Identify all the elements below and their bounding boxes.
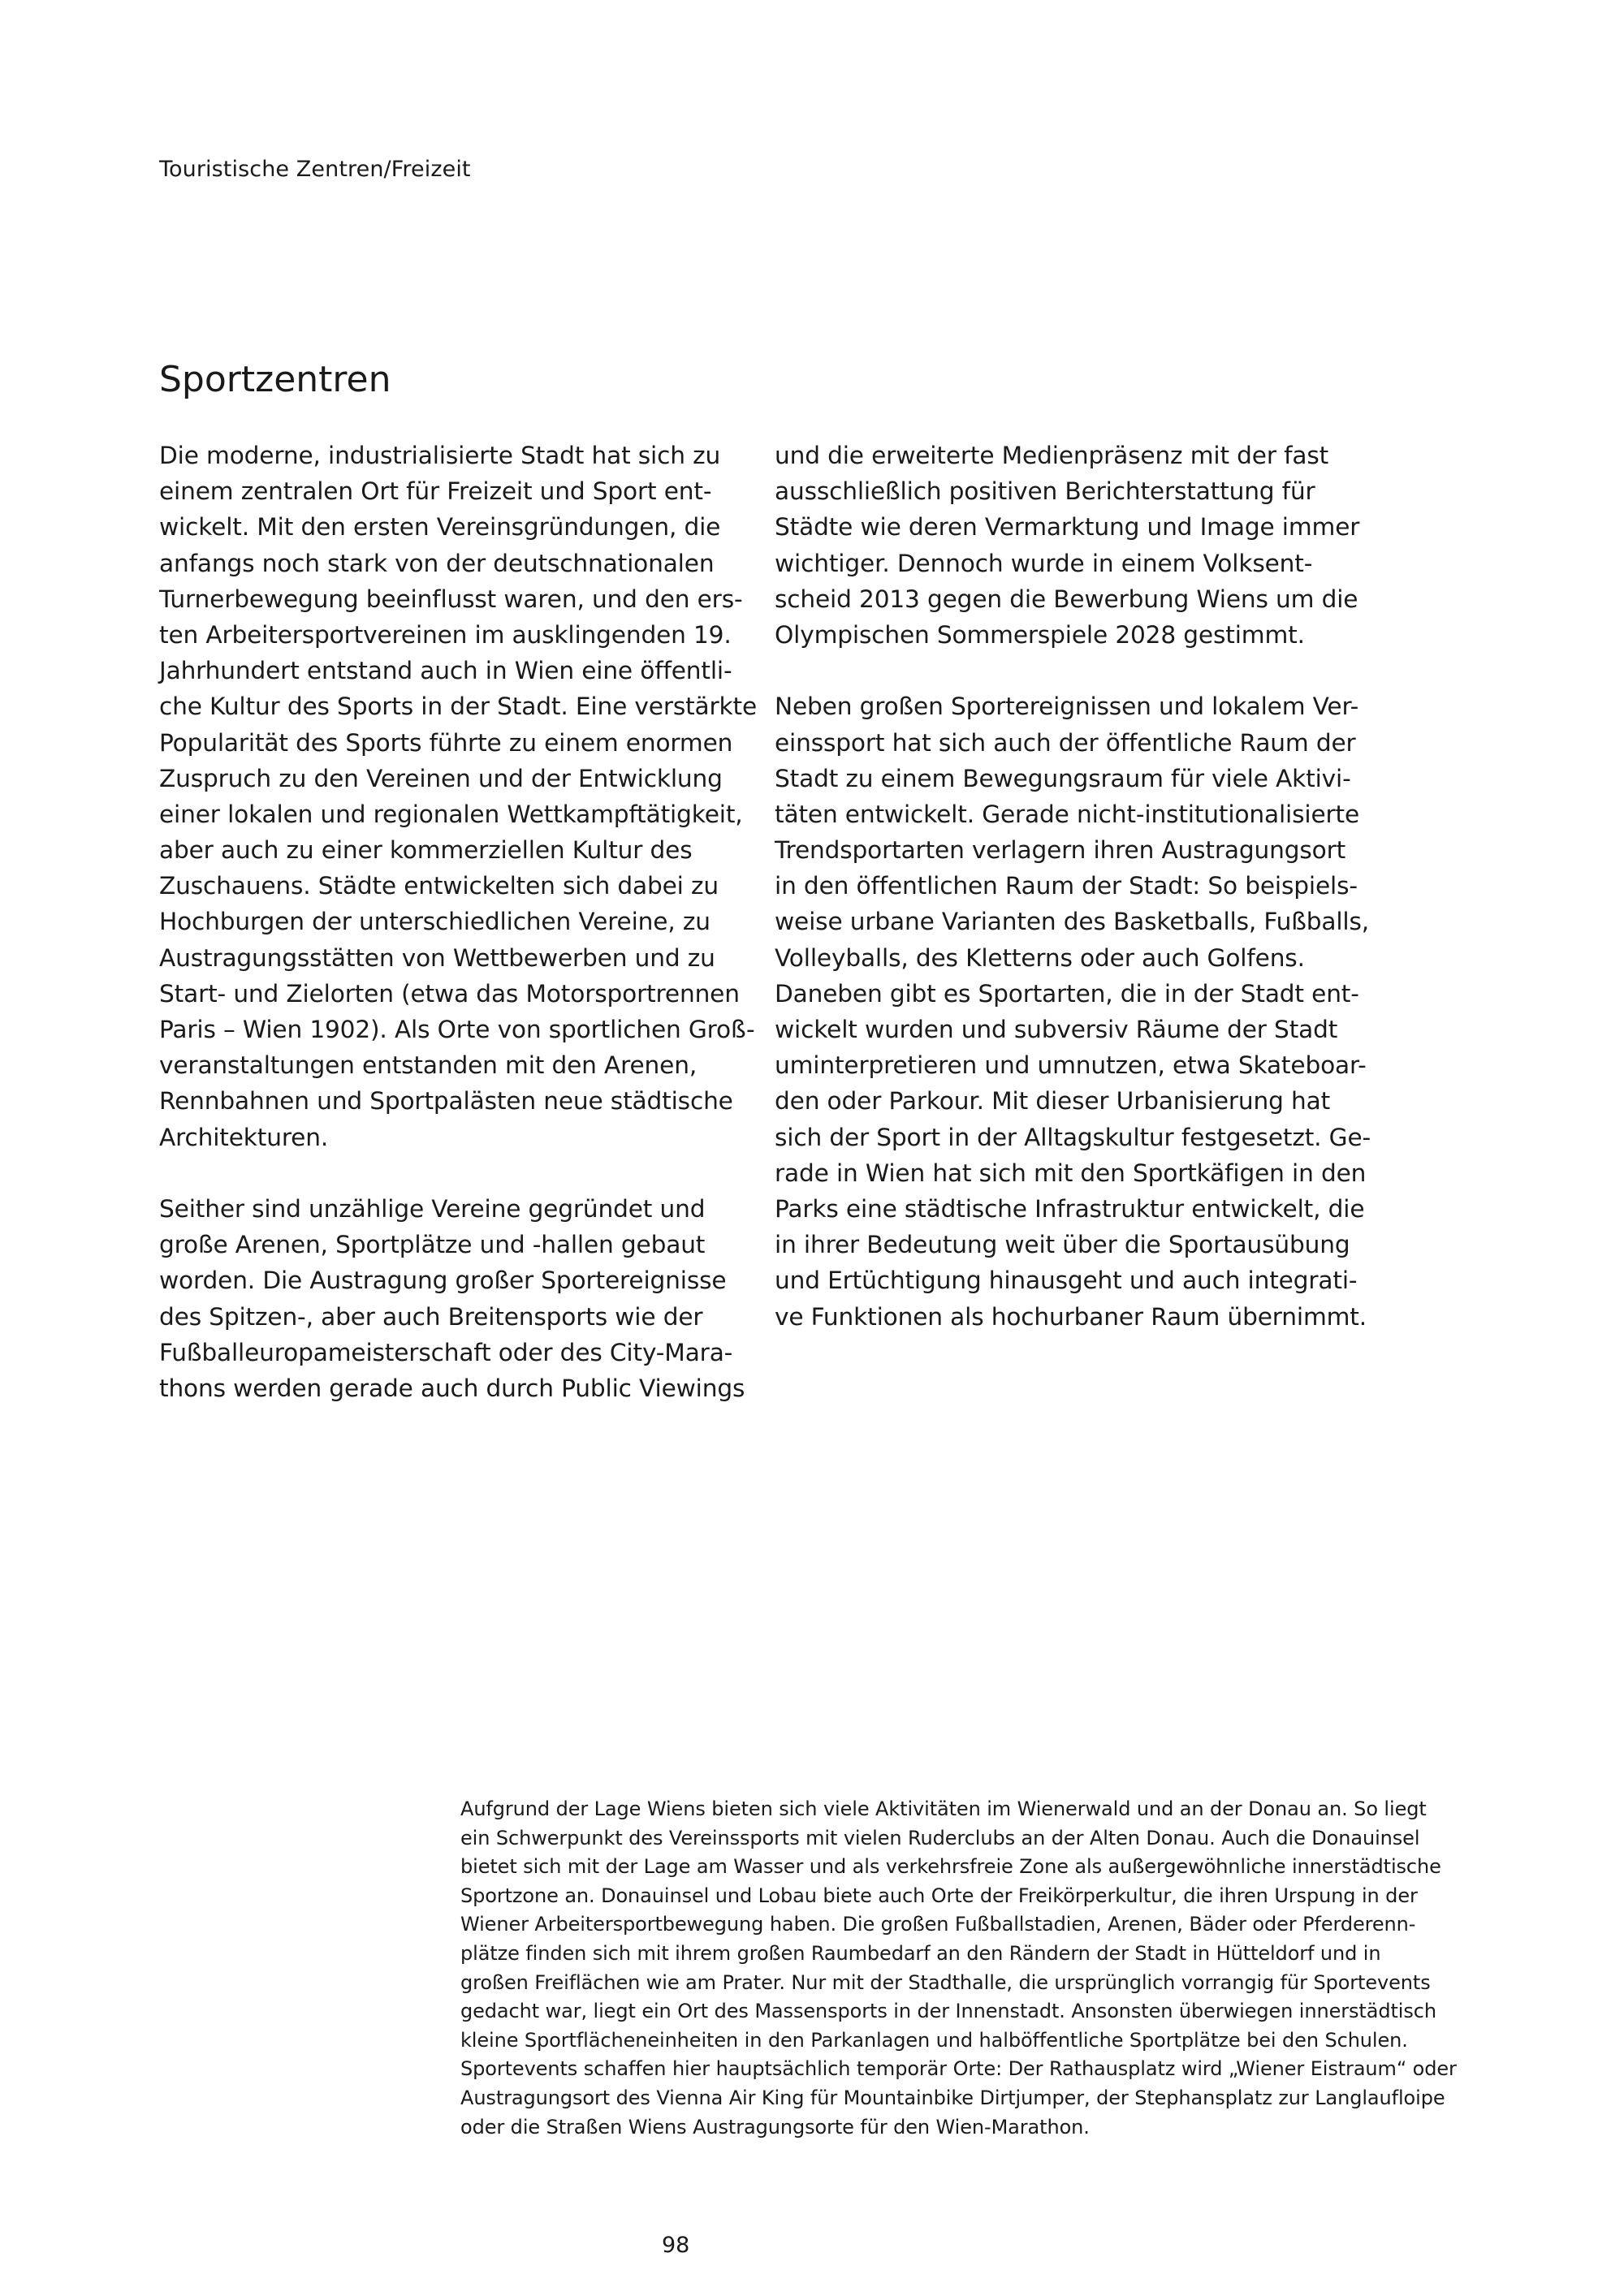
body-line: Die moderne, industrialisierte Stadt hat sich zu	[159, 442, 721, 469]
body-line: und Ertüchtigung hinausgeht und auch integrati-	[775, 1267, 1358, 1295]
body-line: aber auch zu einer kommerziellen Kultur des	[159, 836, 693, 865]
body-line: Städte wie deren Vermarktung und Image immer	[775, 513, 1360, 542]
body-line: und die erweiterte Medienpräsenz mit der fast	[775, 442, 1329, 469]
caption-line: bietet sich mit der Lage am Wasser und als verkehrsfreie Zone als außergewöhnliche innerstädtische	[460, 1855, 1441, 1879]
paragraph-gap	[159, 1155, 752, 1191]
body-line: Architekturen.	[159, 1123, 329, 1151]
body-line: einer lokalen und regionalen Wettkampftätigkeit,	[159, 800, 743, 828]
body-line: che Kultur des Sports in der Stadt. Eine verstärkte	[159, 693, 758, 721]
section-title: Sportzentren	[159, 359, 391, 400]
body-line: einem zentralen Ort für Freizeit und Sport ent-	[159, 477, 712, 506]
caption-line: ein Schwerpunkt des Vereinssports mit vielen Ruderclubs an der Alten Donau. Auch die Donauinsel	[460, 1826, 1420, 1849]
body-line: ve Funktionen als hochurbaner Raum übernimmt.	[775, 1302, 1367, 1331]
body-line: in ihrer Bedeutung weit über die Sportausübung	[775, 1231, 1350, 1259]
body-line: den oder Parkour. Mit dieser Urbanisierung hat	[775, 1087, 1331, 1116]
caption-line: großen Freiflächen wie am Prater. Nur mit der Stadthalle, die ursprünglich vorrangig für Sportevents	[460, 1970, 1431, 1994]
caption-line: Sportevents schaffen hier hauptsächlich temporär Orte: Der Rathausplatz wird „Wiener Eistraum“ oder	[460, 2057, 1457, 2081]
body-line: worden. Die Austragung großer Sportereignisse	[159, 1267, 727, 1295]
body-line: in den öffentlichen Raum der Stadt: So beispiels-	[775, 872, 1358, 900]
body-column-left	[159, 438, 758, 1406]
caption-line: Wiener Arbeitersportbewegung haben. Die großen Fußballstadien, Arenen, Bäder oder Pferderenn-	[460, 1913, 1416, 1936]
page-number: 98	[662, 2233, 690, 2258]
body-line: Jahrhundert entstand auch in Wien eine öffentli-	[159, 657, 732, 685]
caption-line: oder die Straßen Wiens Austragungsorte für den Wien-Marathon.	[460, 2115, 1090, 2138]
body-line: uminterpretieren und umnutzen, etwa Skateboar-	[775, 1051, 1367, 1080]
body-line: Seither sind unzählige Vereine gegründet und	[159, 1194, 706, 1223]
body-line: Zuschauens. Städte entwickelten sich dabei zu	[159, 872, 719, 900]
body-line: anfangs noch stark von der deutschnationalen	[159, 549, 715, 577]
map-caption	[460, 1795, 1485, 2142]
body-line: Start- und Zielorten (etwa das Motorsportrennen	[159, 979, 740, 1008]
body-line: Turnerbewegung beeinflusst waren, und den ers-	[159, 585, 743, 613]
body-line: Parks eine städtische Infrastruktur entwickelt, die	[775, 1194, 1365, 1223]
body-line: ten Arbeitersportvereinen im ausklingenden 19.	[159, 620, 732, 649]
caption-line: Sportzone an. Donauinsel und Lobau biete auch Orte der Freikörperkultur, die ihren Urspung in der	[460, 1884, 1418, 1907]
body-line: scheid 2013 gegen die Bewerbung Wiens um die	[775, 585, 1358, 613]
caption-line: plätze finden sich mit ihrem großen Raumbedarf an den Rändern der Stadt in Hütteldorf und in	[460, 1941, 1381, 1965]
body-line: wickelt. Mit den ersten Vereinsgründungen, die	[159, 513, 721, 542]
body-line: wickelt wurden und subversiv Räume der Stadt	[775, 1016, 1338, 1043]
body-line: Austragungsstätten von Wettbewerben und zu	[159, 943, 715, 972]
body-line: ausschließlich positiven Berichterstattung für	[775, 477, 1315, 506]
body-line: Trendsportarten verlagern ihren Austragungsort	[775, 836, 1346, 865]
body-line: Neben großen Sportereignissen und lokalem Ver-	[775, 693, 1359, 721]
caption-line: Austragungsort des Vienna Air King für Mountainbike Dirtjumper, der Stephansplatz zur Langlaufloipe	[460, 2086, 1445, 2109]
body-line: Hochburgen der unterschiedlichen Vereine, zu	[159, 908, 710, 936]
body-line: Fußballeuropameisterschaft oder des City-Mara-	[159, 1338, 733, 1366]
caption-line: gedacht war, liegt ein Ort des Massensports in der Innenstadt. Ansonsten überwiegen innerstädtisch	[460, 2000, 1436, 2023]
caption-line: kleine Sportflächeneinheiten in den Parkanlagen und halböffentliche Sportplätze bei den Schulen.	[460, 2028, 1408, 2052]
body-line: Stadt zu einem Bewegungsraum für viele Aktivi-	[775, 764, 1351, 792]
body-line: große Arenen, Sportplätze und -hallen gebaut	[159, 1231, 706, 1259]
body-line: täten entwickelt. Gerade nicht-institutionalisierte	[775, 800, 1360, 828]
body-line: einssport hat sich auch der öffentliche Raum der	[775, 728, 1356, 757]
body-line: Zuspruch zu den Vereinen und der Entwicklung	[159, 764, 723, 792]
body-line: Daneben gibt es Sportarten, die in der Stadt ent-	[775, 979, 1359, 1008]
body-line: veranstaltungen entstanden mit den Arenen,	[159, 1051, 698, 1080]
body-line: wichtiger. Dennoch wurde in einem Volksent-	[775, 549, 1313, 577]
body-line: Paris – Wien 1902). Als Orte von sportlichen Groß-	[159, 1016, 755, 1043]
body-line: Olympischen Sommerspiele 2028 gestimmt.	[775, 620, 1305, 649]
body-line: des Spitzen-, aber auch Breitensports wie der	[159, 1302, 703, 1331]
body-line: Volleyballs, des Kletterns oder auch Golfens.	[775, 943, 1305, 972]
body-line: weise urbane Varianten des Basketballs, Fußballs,	[775, 908, 1370, 936]
running-head: Touristische Zentren/Freizeit	[159, 157, 471, 182]
body-line: rade in Wien hat sich mit den Sportkäfigen in den	[775, 1159, 1367, 1187]
body-line: Popularität des Sports führte zu einem enormen	[159, 728, 733, 757]
caption-line: Aufgrund der Lage Wiens bieten sich viele Aktivitäten im Wienerwald und an der Donau an. So liegt	[460, 1798, 1427, 1820]
body-line: Rennbahnen und Sportpalästen neue städtische	[159, 1087, 733, 1116]
paragraph-gap	[775, 653, 1367, 688]
body-column-right	[775, 438, 1371, 1335]
body-line: sich der Sport in der Alltagskultur festgesetzt. Ge-	[775, 1123, 1371, 1151]
body-line: thons werden gerade auch durch Public Viewings	[159, 1374, 745, 1402]
